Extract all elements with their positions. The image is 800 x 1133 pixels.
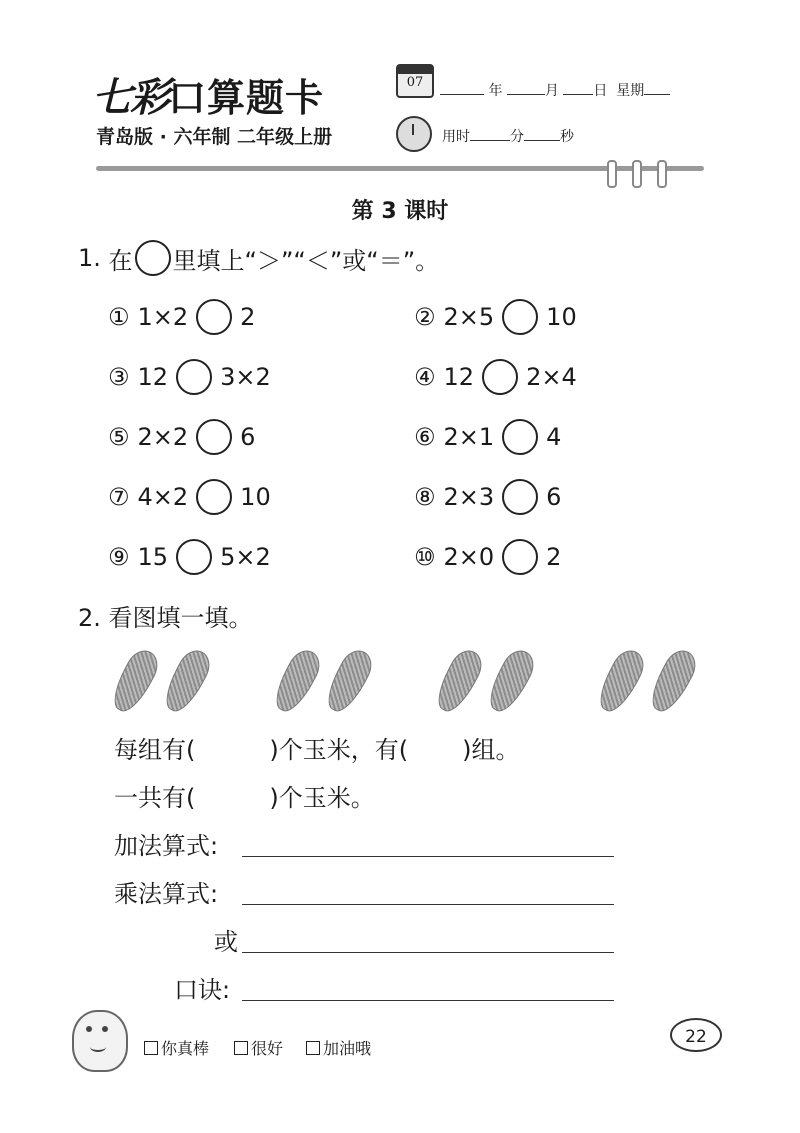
corn-icon (644, 645, 701, 717)
item-left: 2×0 (443, 543, 495, 571)
item-right: 3×2 (220, 363, 271, 391)
edition-label: 青岛版 · 六年制 二年级上册 (96, 126, 333, 148)
rating-keep-going-label: 加油哦 (323, 1039, 372, 1058)
alt-multiplication-answer-line[interactable] (242, 952, 614, 953)
checkbox-icon[interactable] (234, 1041, 248, 1055)
rhyme-label: 口诀: (174, 976, 231, 1004)
total-label: 一共有( (114, 784, 196, 812)
compare-item-1 (108, 299, 255, 335)
answer-circle[interactable] (196, 419, 232, 455)
groups-suffix: )组。 (462, 736, 520, 764)
corn-icon (320, 645, 377, 717)
q1-number: 1. (78, 244, 101, 272)
rhyme-answer-line[interactable] (242, 1000, 614, 1001)
item-left: 12 (137, 363, 169, 391)
answer-circle[interactable] (502, 419, 538, 455)
item-left: 15 (137, 543, 169, 571)
mascot-icon (72, 1010, 128, 1072)
multiplication-answer-line[interactable] (242, 904, 614, 905)
rating-keep-going[interactable] (306, 1036, 371, 1059)
q1-prompt-b: 里填上“＞”“＜”或“＝”。 (172, 246, 440, 275)
item-left: 2×3 (443, 483, 495, 511)
item-right: 10 (240, 483, 271, 511)
item-number: ② (414, 303, 436, 331)
item-right: 2 (240, 303, 256, 331)
calendar-icon (396, 64, 434, 98)
item-right: 2×4 (526, 363, 577, 391)
rating-excellent[interactable] (144, 1036, 209, 1059)
item-number: ④ (414, 363, 436, 391)
answer-circle[interactable] (482, 359, 518, 395)
brand-mark: 七彩 (92, 74, 168, 121)
item-number: ⑦ (108, 483, 130, 511)
per-group-line (114, 730, 519, 765)
checkbox-icon[interactable] (306, 1041, 320, 1055)
item-left: 1×2 (137, 303, 189, 331)
day-label: 日 (593, 83, 608, 99)
answer-circle[interactable] (502, 299, 538, 335)
item-right: 5×2 (220, 543, 271, 571)
per-group-label: 每组有( (114, 736, 196, 764)
compare-item-2 (414, 299, 577, 335)
answer-circle[interactable] (502, 479, 538, 515)
rating-good[interactable] (234, 1036, 283, 1059)
answer-circle[interactable] (196, 479, 232, 515)
compare-item-8 (414, 479, 561, 515)
item-left: 2×5 (443, 303, 495, 331)
clock-icon (396, 116, 432, 152)
multiplication-label: 乘法算式: (114, 880, 219, 908)
month-label: 月 (544, 83, 559, 99)
item-left: 2×1 (443, 423, 495, 451)
weekday-blank[interactable] (644, 80, 670, 95)
weekday-label: 星期 (616, 83, 645, 99)
page-number: 22 (670, 1018, 722, 1052)
answer-circle[interactable] (176, 359, 212, 395)
compare-item-9 (108, 539, 271, 575)
binder-ring-icon (657, 160, 667, 188)
item-number: ⑨ (108, 543, 130, 571)
time-used-line (442, 126, 574, 146)
item-number: ① (108, 303, 130, 331)
minute-label: 分 (510, 129, 524, 145)
corn-icon (268, 645, 325, 717)
second-blank[interactable] (524, 126, 560, 141)
item-number: ③ (108, 363, 130, 391)
date-line (440, 80, 670, 100)
answer-circle[interactable] (502, 539, 538, 575)
addition-label: 加法算式: (114, 832, 219, 860)
year-label: 年 (488, 83, 503, 99)
lesson-title: 第 3 课时 (351, 199, 449, 224)
binder-ring-icon (607, 160, 617, 188)
total-line (114, 778, 375, 813)
corn-icon (430, 645, 487, 717)
item-right: 6 (546, 483, 562, 511)
groups-label: )个玉米，有( (269, 736, 409, 764)
item-right: 10 (546, 303, 577, 331)
corn-icon (106, 645, 163, 717)
second-label: 秒 (560, 129, 574, 145)
item-left: 4×2 (137, 483, 189, 511)
compare-item-5 (108, 419, 255, 455)
compare-item-3 (108, 359, 271, 395)
corn-icon (158, 645, 215, 717)
item-right: 4 (546, 423, 562, 451)
q2-title (78, 598, 253, 633)
brand-title: 口算题卡 (168, 75, 325, 120)
or-label: 或 (214, 928, 238, 956)
q2-prompt: 看图填一填。 (108, 604, 253, 632)
corn-icon (592, 645, 649, 717)
compare-item-10 (414, 539, 561, 575)
rating-excellent-label: 你真棒 (161, 1039, 210, 1058)
rating-good-label: 很好 (251, 1039, 284, 1058)
time-used-label: 用时 (442, 129, 470, 145)
item-left: 2×2 (137, 423, 189, 451)
compare-item-6 (414, 419, 561, 455)
addition-answer-line[interactable] (242, 856, 614, 857)
compare-item-7 (108, 479, 271, 515)
corn-icon (482, 645, 539, 717)
year-blank[interactable] (440, 80, 484, 95)
q2-number: 2. (78, 604, 101, 632)
binder-ring-icon (632, 160, 642, 188)
item-number: ⑤ (108, 423, 130, 451)
total-suffix: )个玉米。 (269, 784, 375, 812)
item-right: 2 (546, 543, 562, 571)
month-blank[interactable] (507, 80, 545, 95)
answer-circle[interactable] (196, 299, 232, 335)
item-number: ⑥ (414, 423, 436, 451)
calendar-day: 07 (406, 75, 424, 90)
item-number: ⑧ (414, 483, 436, 511)
checkbox-icon[interactable] (144, 1041, 158, 1055)
item-number: ⑩ (414, 543, 436, 571)
q1-title (78, 240, 439, 276)
answer-circle[interactable] (176, 539, 212, 575)
q1-prompt-a: 在 (108, 246, 133, 275)
item-right: 6 (240, 423, 256, 451)
minute-blank[interactable] (470, 126, 510, 141)
brand-logo (92, 66, 324, 123)
compare-item-4 (414, 359, 577, 395)
item-left: 12 (443, 363, 475, 391)
day-blank[interactable] (563, 80, 593, 95)
example-circle (135, 240, 171, 276)
